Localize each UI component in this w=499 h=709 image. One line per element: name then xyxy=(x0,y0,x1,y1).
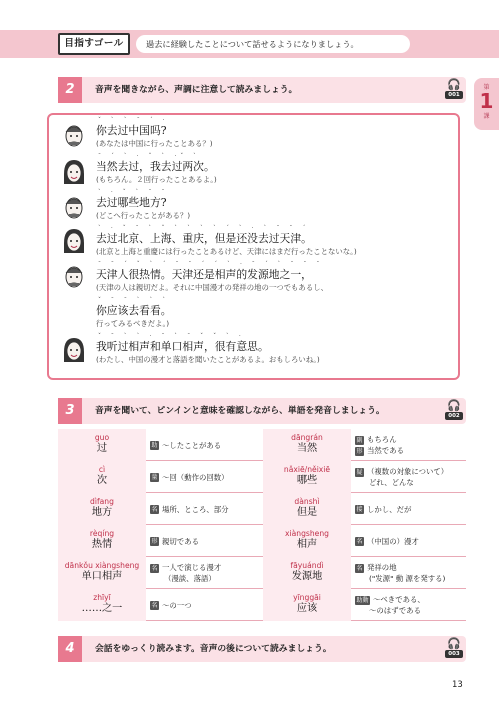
vocab-word-cell xyxy=(263,429,351,461)
part-of-speech-badge: 名 xyxy=(356,564,363,572)
man-speaker-icon xyxy=(62,263,86,291)
meaning-line xyxy=(351,477,448,488)
pinyin: xiàngsheng xyxy=(285,529,329,538)
dialogue-line xyxy=(96,225,357,257)
tone-marks: ˇ ˋ ˋ ˉ ˊ · xyxy=(98,117,169,124)
vocab-word-cell xyxy=(58,493,146,525)
vocab-meaning-cell xyxy=(146,461,261,493)
audio-code: 002 xyxy=(445,412,463,420)
goal-label-tag xyxy=(58,33,130,55)
chapter-tab xyxy=(474,78,499,130)
goal-text-box xyxy=(136,35,410,53)
vocab-meaning-cell xyxy=(146,557,261,589)
meaning-text: ("发源" 動 源を発する) xyxy=(369,574,446,583)
hanzi: 哪些 xyxy=(296,475,318,486)
japanese-translation: (天津の人は親切だよ。それに中国漫才の発祥の地の一つでもあるし、 xyxy=(96,283,328,292)
meaning-line xyxy=(146,536,199,547)
meaning-text: ～回（動作の回数） xyxy=(162,472,229,482)
vocab-meaning-cell xyxy=(146,493,261,525)
meaning-text: 当然である xyxy=(367,446,404,455)
pinyin: nǎxiē/něixiē xyxy=(283,465,331,474)
vocab-word-cell xyxy=(263,461,351,493)
meaning-line xyxy=(146,472,229,483)
meaning-line xyxy=(146,600,192,611)
meaning-text: 場所、ところ、部分 xyxy=(162,504,229,514)
meaning-line xyxy=(146,562,221,573)
vocabulary-table xyxy=(58,429,466,621)
audio-code: 001 xyxy=(445,91,463,99)
pinyin: dìfang xyxy=(90,497,114,506)
vocab-meaning-cell xyxy=(146,589,261,621)
meaning-text: ～したことがある xyxy=(162,440,222,450)
vocab-row xyxy=(58,493,466,525)
part-of-speech-badge: 名 xyxy=(356,538,363,545)
tone-marks: ˋ · ˇ ˉ ˋ ˇ ˋ ˋ ˋ ˋ ˊ ˋ · ˋ ˉ ˉ ˊ xyxy=(98,225,310,232)
headphones-icon: 🎧 xyxy=(447,399,461,412)
part-of-speech-badge: 名 xyxy=(151,602,158,609)
meaning-line xyxy=(351,466,448,477)
tone-marks: ˇ ˉ ˉ ˋ ˋ ˋ xyxy=(98,297,170,304)
pinyin: rèqíng xyxy=(89,529,115,538)
headphones-icon: 🎧 xyxy=(447,637,461,650)
pinyin: guo xyxy=(94,433,110,442)
page-number: 13 xyxy=(452,680,463,690)
tone-marks: ˇ ˉ ˋ ˋ · ˉ ˋ ˉ ˇ ˇ ˋ · xyxy=(98,333,245,340)
section2-number: 2 xyxy=(58,77,82,103)
part-of-speech-badge: 名 xyxy=(151,506,158,513)
vocab-meaning-cell xyxy=(351,429,466,461)
chinese-text: 去过北京、上海、重庆，但是还没去过天津。 xyxy=(96,232,312,245)
meaning-text: どれ、どんな xyxy=(369,478,414,487)
japanese-translation: (もちろん。２回行ったことあるよ。) xyxy=(96,175,217,184)
chinese-text: 当然去过，我去过两次。 xyxy=(96,160,215,173)
vocab-row xyxy=(58,429,466,461)
japanese-translation: (どこへ行ったことがある？) xyxy=(96,211,191,220)
vocab-meaning-cell xyxy=(351,589,466,621)
tone-marks: ˉ ˉ ˊ ˇ ˋ ˊ ˉ ˉ ˊ ˊ ˋ · ˉ ˊ ˋ ˉ ˉ ˉ xyxy=(98,261,324,268)
meaning-text: ～の一つ xyxy=(162,600,192,610)
hanzi: 但是 xyxy=(296,507,318,518)
meaning-line xyxy=(351,434,404,445)
hanzi: 热情 xyxy=(91,539,113,550)
chinese-text: 你应该去看看。 xyxy=(96,304,172,317)
japanese-translation: (わたし、中国の漫才と落語を聞いたことがあるよ。おもしろいね。) xyxy=(96,355,320,364)
vocab-row xyxy=(58,525,466,557)
hanzi: 发源地 xyxy=(291,571,323,582)
audio-track-001[interactable] xyxy=(443,79,465,99)
meaning-line xyxy=(351,562,445,573)
pinyin: zhīyī xyxy=(93,593,111,602)
part-of-speech-badge: 助 xyxy=(151,442,158,449)
meaning-line xyxy=(351,504,411,515)
dialogue-line xyxy=(96,333,320,365)
vocab-word-cell xyxy=(263,557,351,589)
hanzi: 单口相声 xyxy=(81,571,123,582)
headphones-icon: 🎧 xyxy=(447,78,461,91)
meaning-text: もちろん xyxy=(367,435,397,444)
meaning-line xyxy=(146,504,229,515)
chinese-text: 你去过中国吗? xyxy=(96,124,167,137)
japanese-translation: (あなたは中国に行ったことある？) xyxy=(96,139,213,148)
japanese-translation: (北京と上海と重慶には行ったことあるけど、天津にはまだ行ったことないな。) xyxy=(96,247,357,256)
hanzi: 当然 xyxy=(296,443,318,454)
meaning-line xyxy=(351,573,445,584)
meaning-line xyxy=(351,594,425,605)
tone-marks: ˋ · ˇ ˋ ˉ ˉ xyxy=(98,189,169,196)
vocab-word-cell xyxy=(58,429,146,461)
dialogue-line xyxy=(96,117,213,149)
meaning-text: 親切である xyxy=(162,536,199,546)
meaning-text: ～べきである、 xyxy=(373,595,425,604)
section4-number: 4 xyxy=(58,636,82,662)
vocab-meaning-cell xyxy=(146,525,261,557)
meaning-line xyxy=(351,445,404,456)
chapter-tab-suffix: 課 xyxy=(483,113,490,120)
vocab-word-cell xyxy=(58,461,146,493)
vocab-row xyxy=(58,461,466,493)
audio-code: 003 xyxy=(445,650,463,658)
section3-title: 音声を聞いて、ピンインと意味を確認しながら、単語を発音しましょう。 xyxy=(95,406,385,416)
meaning-text: 一人で演じる漫才 xyxy=(162,563,222,572)
hanzi: ……之一 xyxy=(81,603,123,614)
section4-title: 会話をゆっくり読みます。音声の後について読みましょう。 xyxy=(95,644,332,654)
audio-track-002[interactable] xyxy=(443,400,465,420)
meaning-text: （漫談、落語） xyxy=(164,574,216,583)
vocab-meaning-cell xyxy=(146,429,261,461)
woman-speaker-icon xyxy=(62,158,86,186)
man-speaker-icon xyxy=(62,122,86,150)
man-speaker-icon xyxy=(62,194,86,222)
vocab-word-cell xyxy=(263,589,351,621)
dialogue-line xyxy=(96,153,217,185)
dialogue-line xyxy=(96,189,190,221)
meaning-text: （中国の）漫才 xyxy=(367,536,419,546)
chinese-text: 我听过相声和单口相声，很有意思。 xyxy=(96,340,269,353)
woman-speaker-icon xyxy=(62,336,86,364)
meaning-line xyxy=(146,573,221,584)
pinyin: dānkǒu xiàngsheng xyxy=(64,561,140,570)
vocab-word-cell xyxy=(58,525,146,557)
part-of-speech-badge: 副 xyxy=(356,436,363,444)
goal-label: 目指すゴール xyxy=(64,38,124,49)
part-of-speech-badge: 形 xyxy=(151,538,158,545)
part-of-speech-badge: 接 xyxy=(356,506,363,513)
meaning-text: （複数の対象について） xyxy=(367,467,449,476)
part-of-speech-badge: 形 xyxy=(356,447,363,455)
chapter-number: 1 xyxy=(479,89,494,113)
goal-text: 過去に経験したことについて話せるようになりましょう。 xyxy=(146,39,359,49)
hanzi: 次 xyxy=(96,475,108,486)
section2-title: 音声を聞きながら、声調に注意して読みましょう。 xyxy=(95,85,298,95)
part-of-speech-badge: 助動 xyxy=(356,596,369,604)
vocab-meaning-cell xyxy=(351,461,466,493)
meaning-text: 発祥の地 xyxy=(367,563,397,572)
pinyin: cì xyxy=(98,465,106,474)
chapter-tab-prefix: 第 xyxy=(483,84,490,91)
pinyin: dāngrán xyxy=(291,433,323,442)
tone-marks: ˉ ˊ ˋ · ˇ ˋ ·ˇ ˋ xyxy=(98,153,201,160)
audio-track-003[interactable] xyxy=(443,638,465,658)
vocab-meaning-cell xyxy=(351,525,466,557)
hanzi: 相声 xyxy=(296,539,318,550)
pinyin: dànshì xyxy=(294,497,320,506)
vocab-row xyxy=(58,557,466,589)
vocab-word-cell xyxy=(263,493,351,525)
part-of-speech-badge: 名 xyxy=(151,564,158,572)
vocab-row xyxy=(58,589,466,621)
vocab-word-cell xyxy=(263,525,351,557)
woman-speaker-icon xyxy=(62,227,86,255)
meaning-line xyxy=(351,605,425,616)
vocab-word-cell xyxy=(58,589,146,621)
part-of-speech-badge: 量 xyxy=(151,474,158,481)
vocab-meaning-cell xyxy=(351,557,466,589)
meaning-line xyxy=(351,536,419,547)
meaning-line xyxy=(146,440,221,451)
japanese-translation: 行ってみるべきだよ。) xyxy=(96,319,170,328)
pinyin: yīnggāi xyxy=(293,593,321,602)
chinese-text: 天津人很热情。天津还是相声的发源地之一， xyxy=(96,268,312,281)
dialogue-line xyxy=(96,297,172,329)
chinese-text: 去过哪些地方? xyxy=(96,196,167,209)
meaning-text: ～のはずである xyxy=(369,606,421,615)
hanzi: 应该 xyxy=(296,603,318,614)
dialogue-line xyxy=(96,261,328,293)
vocab-meaning-cell xyxy=(351,493,466,525)
part-of-speech-badge: 疑 xyxy=(356,468,363,476)
hanzi: 过 xyxy=(96,443,108,454)
pinyin: fāyuándì xyxy=(290,561,324,570)
hanzi: 地方 xyxy=(91,507,113,518)
vocab-word-cell xyxy=(58,557,146,589)
section3-number: 3 xyxy=(58,398,82,424)
meaning-text: しかし、だが xyxy=(367,504,412,514)
